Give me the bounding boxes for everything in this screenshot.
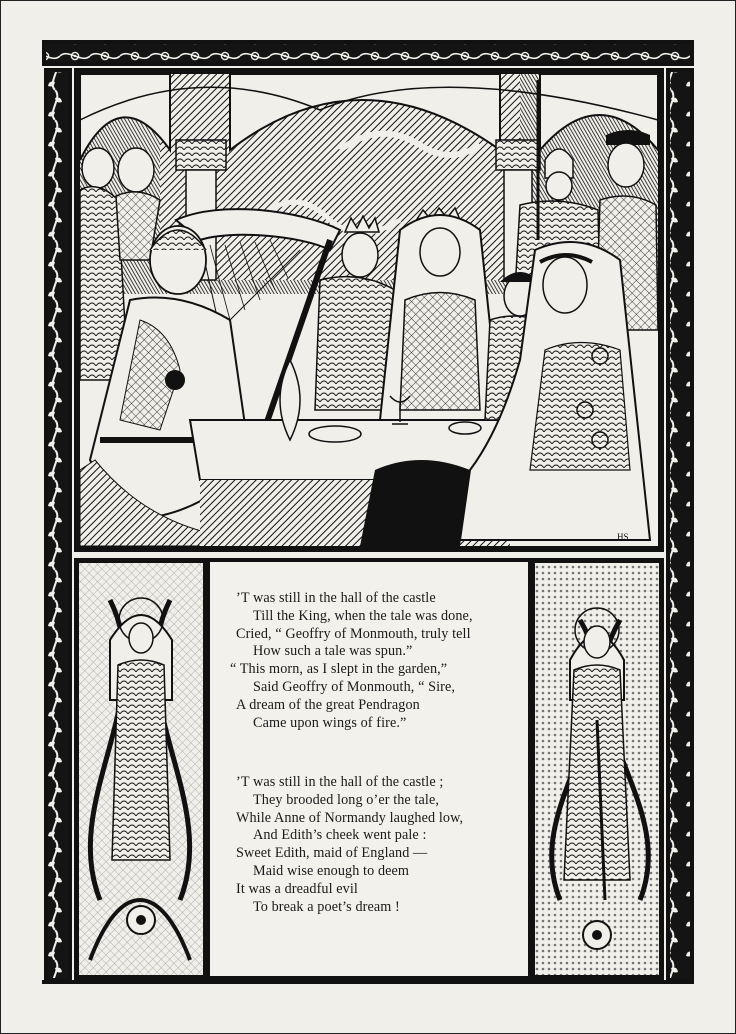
poem-line: A dream of the great Pendragon — [236, 696, 420, 713]
poem-line: ’T was still in the hall of the castle ; — [236, 774, 444, 790]
poem-line: Till the King, when the tale was done, — [253, 607, 473, 624]
poem-line: Cried, “ Geoffry of Monmouth, truly tell — [236, 625, 471, 642]
poem-line: “ This morn, as I slept in the garden,” — [230, 661, 448, 678]
poem-line: And Edith’s cheek went pale : — [253, 827, 427, 844]
poem-line: While Anne of Normandy laughed low, — [236, 809, 464, 826]
poem-line: Said Geoffry of Monmouth, “ Sire, — [253, 678, 456, 695]
poem-line: They brooded long o’er the tale, — [253, 791, 439, 808]
queen — [380, 208, 500, 420]
poem-line: Sweet Edith, maid of England — — [236, 845, 428, 862]
poem-line: To break a poet’s dream ! — [253, 898, 400, 915]
right-panel-illustration — [530, 558, 664, 980]
court-illustration — [74, 68, 664, 552]
stanza-2 — [236, 774, 536, 916]
stanza-1 — [230, 590, 536, 732]
poem-line: ’T was still in the hall of the castle — [236, 590, 436, 606]
poem-panel — [210, 562, 528, 976]
poem-line: Came upon wings of fire.” — [253, 714, 407, 731]
poem-line: How such a tale was spun.” — [253, 643, 413, 660]
poem-line: It was a dreadful evil — [236, 880, 358, 897]
artist-monogram: HS — [617, 532, 629, 542]
poem-line: Maid wise enough to deem — [253, 862, 410, 879]
left-panel-illustration — [74, 558, 208, 980]
